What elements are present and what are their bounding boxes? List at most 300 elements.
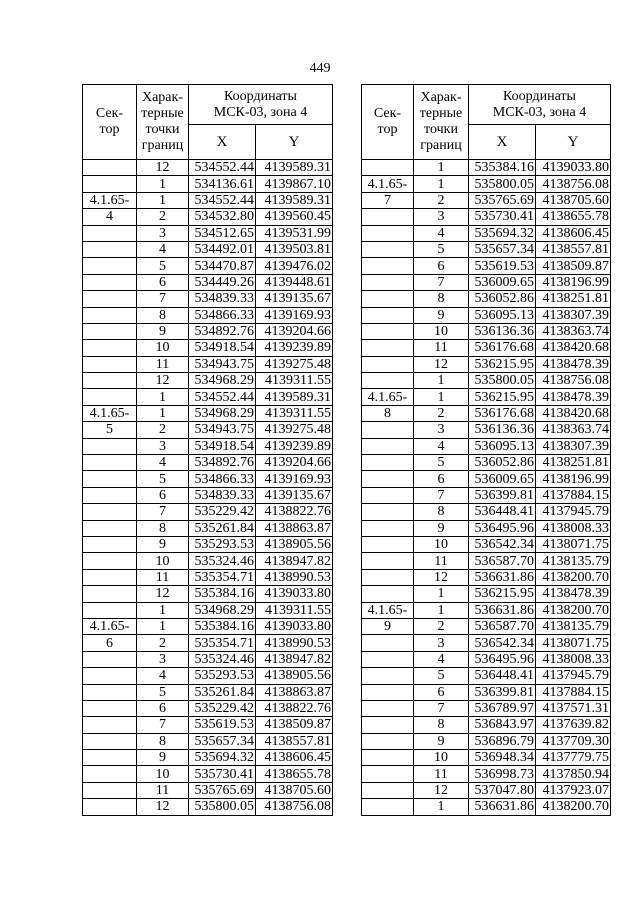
y-cell: 4138822.76 — [256, 700, 333, 716]
point-cell: 3 — [414, 422, 469, 438]
sector-cell — [362, 569, 414, 585]
y-cell: 4138071.75 — [536, 635, 611, 651]
x-cell: 535324.46 — [189, 651, 256, 667]
sector-cell — [362, 766, 414, 782]
y-cell: 4139589.31 — [256, 160, 333, 176]
header-points: Харак- терные точки границ — [414, 85, 469, 160]
point-cell: 1 — [137, 192, 189, 208]
y-cell: 4139169.93 — [256, 471, 333, 487]
sector-cell — [83, 536, 137, 552]
sector-cell — [83, 471, 137, 487]
sector-cell — [362, 520, 414, 536]
x-cell: 534968.29 — [189, 373, 256, 389]
y-cell: 4138509.87 — [256, 717, 333, 733]
sector-cell — [83, 782, 137, 798]
x-cell: 535261.84 — [189, 520, 256, 536]
table-row — [362, 422, 611, 438]
y-cell: 4138756.08 — [536, 176, 611, 192]
y-cell: 4138196.99 — [536, 274, 611, 290]
point-cell: 12 — [414, 569, 469, 585]
header-y: Y — [536, 125, 611, 160]
x-cell: 535293.53 — [189, 668, 256, 684]
sector-cell — [362, 700, 414, 716]
sector-cell — [362, 160, 414, 176]
y-cell: 4139476.02 — [256, 258, 333, 274]
point-cell: 1 — [414, 602, 469, 618]
y-cell: 4138947.82 — [256, 553, 333, 569]
table-row — [83, 258, 333, 274]
sector-cell — [362, 553, 414, 569]
point-cell: 8 — [137, 520, 189, 536]
table-row — [83, 487, 333, 503]
sector-cell — [83, 602, 137, 618]
header-coordinates: Координаты МСК-03, зона 4 — [469, 85, 611, 125]
y-cell: 4138509.87 — [536, 258, 611, 274]
sector-cell — [362, 455, 414, 471]
sector-cell — [83, 176, 137, 192]
table-row — [83, 586, 333, 602]
y-cell: 4138071.75 — [536, 536, 611, 552]
table-row — [83, 782, 333, 798]
point-cell: 4 — [414, 225, 469, 241]
point-cell: 7 — [137, 504, 189, 520]
sector-cell — [83, 274, 137, 290]
sector-cell — [362, 733, 414, 749]
point-cell: 1 — [414, 799, 469, 815]
sector-cell: 4.1.65- — [83, 192, 137, 208]
y-cell: 4139311.55 — [256, 602, 333, 618]
point-cell: 3 — [414, 209, 469, 225]
x-cell: 536176.68 — [469, 405, 536, 421]
point-cell: 12 — [137, 160, 189, 176]
point-cell: 3 — [414, 635, 469, 651]
sector-cell — [83, 569, 137, 585]
table-row — [83, 160, 333, 176]
x-cell: 536789.97 — [469, 700, 536, 716]
table-row — [83, 438, 333, 454]
y-cell: 4138655.78 — [256, 766, 333, 782]
sector-cell — [83, 373, 137, 389]
sector-cell — [83, 160, 137, 176]
sector-cell — [83, 651, 137, 667]
sector-cell — [83, 438, 137, 454]
header-sector: Сек- тор — [83, 85, 137, 160]
x-cell: 534552.44 — [189, 389, 256, 405]
y-cell: 4138478.39 — [536, 389, 611, 405]
table-row — [362, 635, 611, 651]
coordinates-table-left — [82, 84, 333, 816]
x-cell: 535384.16 — [469, 160, 536, 176]
y-cell: 4139560.45 — [256, 209, 333, 225]
point-cell: 11 — [414, 553, 469, 569]
table-row — [362, 782, 611, 798]
x-cell: 535730.41 — [469, 209, 536, 225]
sector-cell — [362, 471, 414, 487]
y-cell: 4137850.94 — [536, 766, 611, 782]
point-cell: 12 — [137, 799, 189, 815]
x-cell: 534512.65 — [189, 225, 256, 241]
point-cell: 9 — [414, 307, 469, 323]
x-cell: 536215.95 — [469, 586, 536, 602]
table-row — [362, 389, 611, 405]
y-cell: 4139275.48 — [256, 356, 333, 372]
y-cell: 4139275.48 — [256, 422, 333, 438]
sector-cell — [362, 782, 414, 798]
x-cell: 536009.65 — [469, 274, 536, 290]
table-row — [362, 487, 611, 503]
point-cell: 4 — [137, 455, 189, 471]
point-cell: 10 — [414, 536, 469, 552]
y-cell: 4138478.39 — [536, 356, 611, 372]
sector-cell — [83, 225, 137, 241]
x-cell: 534918.54 — [189, 340, 256, 356]
table-row — [362, 241, 611, 257]
sector-cell — [362, 340, 414, 356]
x-cell: 536176.68 — [469, 340, 536, 356]
x-cell: 535384.16 — [189, 618, 256, 634]
point-cell: 1 — [137, 405, 189, 421]
x-cell: 536631.86 — [469, 569, 536, 585]
x-cell: 534968.29 — [189, 405, 256, 421]
point-cell: 8 — [414, 717, 469, 733]
x-cell: 536631.86 — [469, 602, 536, 618]
point-cell: 11 — [137, 356, 189, 372]
sector-cell — [83, 668, 137, 684]
sector-cell — [83, 586, 137, 602]
point-cell: 4 — [137, 668, 189, 684]
y-cell: 4138822.76 — [256, 504, 333, 520]
y-cell: 4139204.66 — [256, 455, 333, 471]
sector-cell — [362, 504, 414, 520]
sector-cell — [83, 340, 137, 356]
x-cell: 535619.53 — [469, 258, 536, 274]
point-cell: 9 — [414, 733, 469, 749]
sector-cell — [83, 553, 137, 569]
table-row — [83, 192, 333, 208]
point-cell: 2 — [414, 192, 469, 208]
x-cell: 536215.95 — [469, 389, 536, 405]
x-cell: 534866.33 — [189, 471, 256, 487]
y-cell: 4137709.30 — [536, 733, 611, 749]
table-row — [83, 733, 333, 749]
sector-cell: 7 — [362, 192, 414, 208]
y-cell: 4139135.67 — [256, 291, 333, 307]
x-cell: 536448.41 — [469, 504, 536, 520]
point-cell: 10 — [414, 323, 469, 339]
sector-cell: 4.1.65- — [83, 618, 137, 634]
table-row — [362, 700, 611, 716]
sector-cell — [362, 536, 414, 552]
x-cell: 536587.70 — [469, 553, 536, 569]
y-cell: 4138251.81 — [536, 291, 611, 307]
y-cell: 4139448.61 — [256, 274, 333, 290]
y-cell: 4139033.80 — [256, 618, 333, 634]
x-cell: 534552.44 — [189, 160, 256, 176]
point-cell: 5 — [414, 241, 469, 257]
x-cell: 536843.97 — [469, 717, 536, 733]
table-row — [83, 422, 333, 438]
point-cell: 9 — [137, 536, 189, 552]
table-row — [83, 323, 333, 339]
point-cell: 5 — [414, 455, 469, 471]
x-cell: 534470.87 — [189, 258, 256, 274]
table-row — [83, 291, 333, 307]
sector-cell — [362, 258, 414, 274]
x-cell: 535694.32 — [189, 750, 256, 766]
x-cell: 536631.86 — [469, 799, 536, 815]
point-cell: 1 — [137, 389, 189, 405]
table-row — [362, 750, 611, 766]
table-row — [362, 733, 611, 749]
y-cell: 4138200.70 — [536, 602, 611, 618]
sector-cell — [362, 668, 414, 684]
point-cell: 11 — [414, 766, 469, 782]
x-cell: 534943.75 — [189, 356, 256, 372]
table-row — [362, 291, 611, 307]
table-row — [83, 307, 333, 323]
point-cell: 8 — [414, 291, 469, 307]
y-cell: 4137945.79 — [536, 668, 611, 684]
sector-cell — [362, 487, 414, 503]
y-cell: 4139204.66 — [256, 323, 333, 339]
x-cell: 536052.86 — [469, 455, 536, 471]
point-cell: 6 — [414, 471, 469, 487]
table-row — [83, 651, 333, 667]
point-cell: 6 — [414, 258, 469, 274]
y-cell: 4137945.79 — [536, 504, 611, 520]
y-cell: 4138557.81 — [536, 241, 611, 257]
y-cell: 4138196.99 — [536, 471, 611, 487]
y-cell: 4138557.81 — [256, 733, 333, 749]
y-cell: 4137884.15 — [536, 684, 611, 700]
table-row — [83, 504, 333, 520]
coordinates-table-right — [361, 84, 611, 816]
table-row — [362, 471, 611, 487]
sector-cell — [83, 520, 137, 536]
sector-cell — [362, 356, 414, 372]
x-cell: 535730.41 — [189, 766, 256, 782]
x-cell: 535354.71 — [189, 569, 256, 585]
x-cell: 535657.34 — [189, 733, 256, 749]
table-row — [362, 520, 611, 536]
y-cell: 4138307.39 — [536, 438, 611, 454]
table-row — [362, 373, 611, 389]
sector-cell — [83, 487, 137, 503]
sector-cell — [362, 799, 414, 815]
table-row — [83, 602, 333, 618]
x-cell: 535229.42 — [189, 700, 256, 716]
sector-cell: 4 — [83, 209, 137, 225]
x-cell: 534892.76 — [189, 323, 256, 339]
table-row — [362, 405, 611, 421]
point-cell: 2 — [414, 618, 469, 634]
point-cell: 3 — [137, 651, 189, 667]
y-cell: 4139033.80 — [536, 160, 611, 176]
header-y: Y — [256, 125, 333, 160]
table-row — [83, 766, 333, 782]
point-cell: 1 — [414, 389, 469, 405]
point-cell: 7 — [137, 291, 189, 307]
point-cell: 8 — [137, 733, 189, 749]
point-cell: 1 — [414, 176, 469, 192]
sector-cell — [83, 356, 137, 372]
x-cell: 536448.41 — [469, 668, 536, 684]
x-cell: 537047.80 — [469, 782, 536, 798]
y-cell: 4138990.53 — [256, 569, 333, 585]
y-cell: 4137639.82 — [536, 717, 611, 733]
y-cell: 4138363.74 — [536, 323, 611, 339]
sector-cell — [83, 684, 137, 700]
x-cell: 535765.69 — [189, 782, 256, 798]
point-cell: 1 — [414, 373, 469, 389]
y-cell: 4138008.33 — [536, 651, 611, 667]
header-x: X — [189, 125, 256, 160]
y-cell: 4138990.53 — [256, 635, 333, 651]
y-cell: 4137884.15 — [536, 487, 611, 503]
table-body-right — [362, 160, 611, 816]
table-row — [83, 455, 333, 471]
x-cell: 535293.53 — [189, 536, 256, 552]
x-cell: 535229.42 — [189, 504, 256, 520]
sector-cell — [83, 323, 137, 339]
table-row — [83, 799, 333, 815]
y-cell: 4138200.70 — [536, 799, 611, 815]
point-cell: 5 — [137, 258, 189, 274]
table-row — [362, 176, 611, 192]
table-row — [83, 176, 333, 192]
table-row — [362, 340, 611, 356]
x-cell: 536095.13 — [469, 438, 536, 454]
table-row — [83, 635, 333, 651]
x-cell: 536896.79 — [469, 733, 536, 749]
table-row — [362, 455, 611, 471]
sector-cell — [362, 209, 414, 225]
x-cell: 536542.34 — [469, 635, 536, 651]
point-cell: 7 — [137, 717, 189, 733]
point-cell: 9 — [137, 323, 189, 339]
point-cell: 6 — [414, 684, 469, 700]
point-cell: 4 — [414, 651, 469, 667]
sector-cell — [362, 291, 414, 307]
table-row — [83, 274, 333, 290]
table-row — [83, 618, 333, 634]
x-cell: 534552.44 — [189, 192, 256, 208]
y-cell: 4138420.68 — [536, 340, 611, 356]
table-row — [83, 340, 333, 356]
y-cell: 4137571.31 — [536, 700, 611, 716]
header-coordinates: Координаты МСК-03, зона 4 — [189, 85, 333, 125]
point-cell: 10 — [137, 553, 189, 569]
sector-cell — [83, 307, 137, 323]
y-cell: 4138478.39 — [536, 586, 611, 602]
table-row — [362, 307, 611, 323]
table-row — [362, 356, 611, 372]
table-row — [362, 569, 611, 585]
sector-cell — [362, 586, 414, 602]
y-cell: 4139135.67 — [256, 487, 333, 503]
sector-cell — [83, 389, 137, 405]
sector-cell: 9 — [362, 618, 414, 634]
table-row — [83, 241, 333, 257]
y-cell: 4137923.07 — [536, 782, 611, 798]
table-row — [362, 766, 611, 782]
y-cell: 4138606.45 — [536, 225, 611, 241]
point-cell: 2 — [137, 422, 189, 438]
y-cell: 4138008.33 — [536, 520, 611, 536]
x-cell: 535324.46 — [189, 553, 256, 569]
sector-cell — [83, 241, 137, 257]
x-cell: 534866.33 — [189, 307, 256, 323]
y-cell: 4138947.82 — [256, 651, 333, 667]
sector-cell: 6 — [83, 635, 137, 651]
table-row — [83, 553, 333, 569]
x-cell: 536998.73 — [469, 766, 536, 782]
sector-cell — [362, 684, 414, 700]
table-row — [83, 405, 333, 421]
x-cell: 534943.75 — [189, 422, 256, 438]
point-cell: 5 — [137, 471, 189, 487]
table-row — [83, 750, 333, 766]
table-row — [362, 323, 611, 339]
sector-cell — [362, 750, 414, 766]
x-cell: 536495.96 — [469, 520, 536, 536]
point-cell: 11 — [137, 782, 189, 798]
point-cell: 1 — [414, 160, 469, 176]
x-cell: 535800.05 — [189, 799, 256, 815]
point-cell: 11 — [137, 569, 189, 585]
sector-cell — [362, 651, 414, 667]
point-cell: 3 — [137, 225, 189, 241]
point-cell: 4 — [414, 438, 469, 454]
x-cell: 535765.69 — [469, 192, 536, 208]
y-cell: 4138905.56 — [256, 668, 333, 684]
x-cell: 536136.36 — [469, 422, 536, 438]
x-cell: 536587.70 — [469, 618, 536, 634]
y-cell: 4139589.31 — [256, 389, 333, 405]
table-row — [362, 651, 611, 667]
sector-cell — [362, 225, 414, 241]
table-row — [362, 192, 611, 208]
sector-cell: 4.1.65- — [83, 405, 137, 421]
y-cell: 4139239.89 — [256, 438, 333, 454]
sector-cell — [83, 700, 137, 716]
table-row — [362, 618, 611, 634]
point-cell: 2 — [414, 405, 469, 421]
table-row — [83, 536, 333, 552]
sector-cell — [362, 373, 414, 389]
x-cell: 536095.13 — [469, 307, 536, 323]
table-row — [362, 160, 611, 176]
sector-cell — [83, 766, 137, 782]
x-cell: 536009.65 — [469, 471, 536, 487]
sector-cell — [362, 323, 414, 339]
sector-cell: 4.1.65- — [362, 389, 414, 405]
y-cell: 4137779.75 — [536, 750, 611, 766]
point-cell: 4 — [137, 241, 189, 257]
table-body-left — [83, 160, 333, 816]
table-row — [362, 225, 611, 241]
y-cell: 4139311.55 — [256, 405, 333, 421]
point-cell: 2 — [137, 209, 189, 225]
sector-cell: 4.1.65- — [362, 602, 414, 618]
sector-cell — [362, 422, 414, 438]
point-cell: 6 — [137, 487, 189, 503]
table-row — [83, 225, 333, 241]
table-row — [83, 717, 333, 733]
table-row — [362, 536, 611, 552]
table-row — [83, 373, 333, 389]
table-row — [83, 668, 333, 684]
